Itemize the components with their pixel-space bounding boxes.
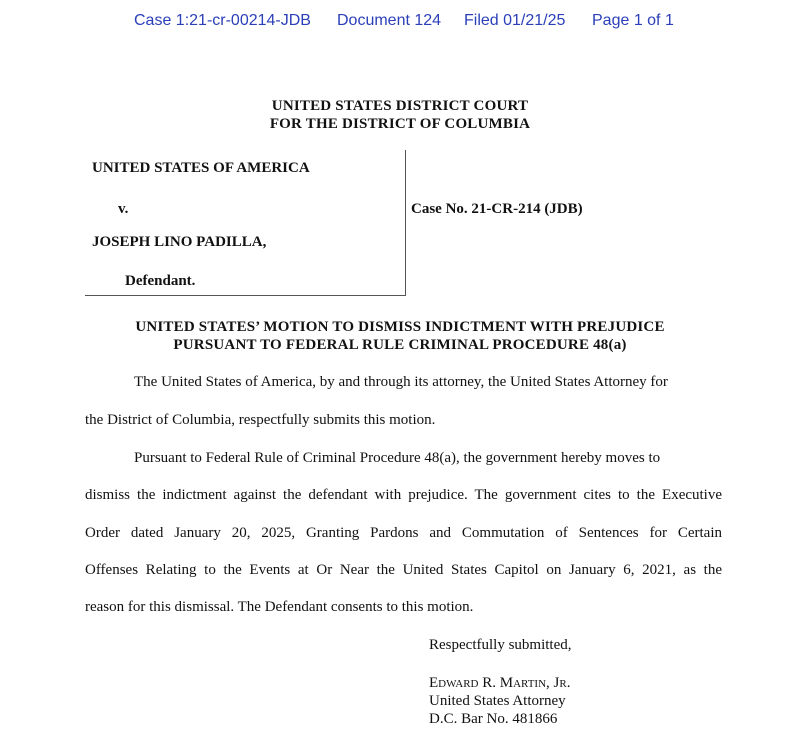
- motion-title-line1: UNITED STATES’ MOTION TO DISMISS INDICTMENT WITH PREJUDICE: [135, 319, 665, 335]
- court-name: UNITED STATES DISTRICT COURT: [271, 98, 529, 114]
- motion-title: [0, 318, 800, 354]
- filed-date-header: Filed 01/21/25: [464, 12, 566, 29]
- plaintiff-name: UNITED STATES OF AMERICA: [92, 160, 310, 176]
- paragraph-2-line-1: Pursuant to Federal Rule of Criminal Procedure 48(a), the government hereby moves to: [134, 450, 661, 466]
- paragraph-2-line-2: dismiss the indictment against the defendant with prejudice. The government cites to the Executive: [85, 487, 722, 503]
- signature-title: United States Attorney: [429, 693, 566, 709]
- paragraph-2-line-3: Order dated January 20, 2025, Granting Pardons and Commutation of Sentences for Certain: [85, 525, 722, 541]
- caption-rule: [85, 295, 406, 296]
- signature-bar-number: D.C. Bar No. 481866: [429, 711, 558, 727]
- motion-title-line2: PURSUANT TO FEDERAL RULE CRIMINAL PROCEDURE 48(a): [173, 337, 627, 353]
- court-heading: [0, 97, 800, 133]
- page-count-header: Page 1 of 1: [592, 12, 674, 29]
- versus: v.: [118, 201, 129, 217]
- paragraph-1-line-1: The United States of America, by and through its attorney, the United States Attorney for: [134, 374, 668, 390]
- case-number-header: Case 1:21-cr-00214-JDB: [134, 12, 311, 29]
- defendant-role: Defendant.: [125, 273, 196, 289]
- paragraph-2-line-5: reason for this dismissal. The Defendant consents to this motion.: [85, 599, 474, 615]
- document-number-header: Document 124: [337, 12, 442, 29]
- paragraph-1-line-2: the District of Columbia, respectfully submits this motion.: [85, 412, 436, 428]
- signature-name: Edward R. Martin, Jr.: [429, 675, 571, 691]
- signature-closing: Respectfully submitted,: [429, 637, 572, 653]
- case-number: Case No. 21-CR-214 (JDB): [411, 201, 583, 217]
- court-district: FOR THE DISTRICT OF COLUMBIA: [269, 116, 531, 132]
- paragraph-2-line-4: Offenses Relating to the Events at Or Near the United States Capitol on January 6, 2021, as the: [85, 562, 722, 578]
- ecf-header: [0, 12, 800, 34]
- defendant-name: JOSEPH LINO PADILLA,: [92, 234, 267, 250]
